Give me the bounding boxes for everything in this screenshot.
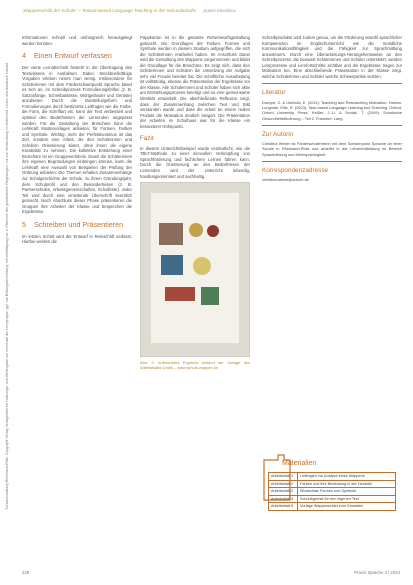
material-desc: Schreibgerüst für den eigenen Text <box>298 495 396 503</box>
column-2 <box>140 35 250 370</box>
photo-block <box>165 287 195 301</box>
literature-list: Dornyei, Z. & Ushioda, E. (2011): Teaching and Researching Motivation. Harlow: Longman. Ellis, R. (2003): Task-based Language Learning and Teaching. Oxford: Oxford University Press. Keßler, J.-U. & Schlak, T. (2009): Schulische Gesundheitsförderung – Teil 2. Frankfurt: Lang. <box>262 99 402 121</box>
material-id: Arbeitsblatt 4 <box>269 495 298 503</box>
column-3-body: Schreibprodukts wird zudem genau, um die Förderung sowohl sprachlicher Kompetenzen im Englischunterricht wie die mündliche Kommunikationsfähigkeit und die Fähigkeit zur Sprachmittlung anzusteuern. Durch eine Überarbeitungs-Herangehensweise an den Schreibprozess, die bewusst Schülerinnen und Schüler unterstützt, werden Lernprozesse und Lernfortschritte sichtbar und die Ergebnisse tragen zur Motivation bei. Eine abschließende Präsentation in der Klasse zeigt, welche Schülerinnen und Schüler welche Schwerpunkte setzten. <box>262 35 402 79</box>
material-id: Arbeitsblatt 3 <box>269 488 298 496</box>
fazit-heading: Fazit <box>140 135 154 143</box>
section-4-heading <box>22 52 132 60</box>
material-id: Arbeitsblatt 5 <box>269 503 298 511</box>
materials-heading: Materialien <box>282 460 317 467</box>
column-3 <box>262 35 402 183</box>
material-desc: Farben und ihre Bedeutung in der Heraldik <box>298 480 396 488</box>
author-bio: Christina Weber ist Förderschullehrerin mit dem Schwerpunkt Sprache an einer Schule in Rheinland-Pfalz und arbeitet in der Lehrerfortbildung im Bereich Sprachbildung und Mehrsprachigkeit. <box>262 141 402 157</box>
page-number: 228 <box>22 570 30 575</box>
material-id: Arbeitsblatt 1 <box>269 473 298 481</box>
section-5-title: Schreiben und Präsentieren <box>34 219 124 229</box>
intro-paragraph: Informationen schnell und umfangreich herausgelegt werden konnten. <box>22 35 132 46</box>
materials-row <box>269 495 396 503</box>
badge-icon <box>193 257 211 275</box>
column-1 <box>22 35 132 245</box>
sidebar-copyright <box>0 0 12 585</box>
materials-row <box>269 473 396 481</box>
literature-heading: Literatur <box>262 89 286 97</box>
material-desc: Wortschatz Formen und Symbole <box>298 488 396 496</box>
copyright-notice: Schulverwaltung Rheinland-Pfalz, Copyright Verlag Verlagsinternes Nutzungs- und Weitergabe nur innerhalb der Lerngruppe, ggf. nur Bildungseinrichtung, Vervielfältigung nur im Rahmen der gesetzlichen Regelungen, nur zur Verwendung im Unterricht. Lesen und Ausdruck erlaubt. <box>5 62 9 510</box>
section-4-title: Einen Entwurf verfassen <box>34 51 112 61</box>
contact-heading: Korrespondenzadresse <box>262 166 329 174</box>
section-label: praxis-ideenbox <box>203 8 236 13</box>
figure-caption: Abb. 2: Individuelles Ergebnis anhand der Vorlage des Arbeitsblatts Grafik – www.schule-wappen.de <box>140 360 250 371</box>
section-5-number: 5 <box>22 219 26 229</box>
materials-row <box>269 488 396 496</box>
section-5-heading <box>22 221 132 229</box>
material-desc: Vorlage Wappenschild zum Gestalten <box>298 503 396 511</box>
materials-row <box>269 480 396 488</box>
author-heading: Zur Autorin <box>262 130 294 138</box>
materials-table <box>268 472 396 511</box>
running-title: „Wappenschild der Schule“ – Textual-Based Language Teaching in der Sekundarstufe <box>22 8 197 13</box>
material-desc: Leitfragen zur Analyse eines Wappens <box>298 473 396 481</box>
section-4-number: 4 <box>22 51 26 61</box>
materials-row <box>269 503 396 511</box>
photo-block <box>159 223 183 245</box>
material-id: Arbeitsblatt 2 <box>269 480 298 488</box>
page-header <box>22 8 397 18</box>
section-4-body: Der vierte Lernabschnitt besteht in der Übertragung des Textwissens in Ausfaktum. Dabei: Steckbriefe/Blogs Vorgaben erleben nimmt man wenig. Insbesondere für Schülerinnen mit dem Förderschwerpunkt Sprache bietet es sich an, im Schreibprozess Formulierungshilfen (z. B. Satzanfänge, Schreibanlässe, Wortgeländer und Gerüste) anzubieten. Durch die Darstellungsform und Formulierungen durch bestimmte Leitfragen wie die Farbe, die Form, die Schriftart etc. kann der Text verbessert und optimal den Bedürfnissen der Lernenden angepasst werden. Für die Gestaltung der Broschüre kann die Lehrkraft Mustervorlagen anbieten, für Formen, Farben und Symbole. Wichtig: nicht der Perfektionismus ist das Ziel, sondern eine Arbeit, die den Schülerinnen und Schülern Orientierung bietet, ohne ihnen die eigene Kreativität zu nehmen. Die kollektive Entstehung einer Broschüre ist ein Gruppenerlebnis. Damit die Schülerinnen ihre eigenen Begründungen einbringen können, kann die Lehrkraft eine Auswahl von Beispielen der Prüfung der Ordnung anbieten. Die Themen erhalten Zusammenhänge zur Schulgeschichte der Schule, zu ihrem Gründungsjahr, dem Schulprofil und den Besonderheiten (z. B. Partnerschulen, Arbeitsgemeinschaften, Schulfeste). Jeder Teil wird durch eine einleitende Überschrift kenntlich gemacht. Nach Abschluss dieser Phase präsentieren die Gruppen ihre Arbeiten der Klasse und besprechen die Ergebnisse. <box>22 65 132 215</box>
section-5-body: Im letzten Schritt wird der Entwurf in Reinschrift verfasst. Hierbei werden die <box>22 233 132 245</box>
fazit-body: In diesem Unterrichtsbeispiel wurde verdeutlicht, wie die TBLT-Methode zu einer sinnvollen Verknüpfung von Sprachförderung und fachlichem Lernen führen kann. Durch die Orientierung an den Bedürfnissen der Lernenden wird der Unterricht lebendig, handlungsorientiert und nachhaltig. <box>140 145 250 179</box>
contact-email: christina.weber@schule.de <box>262 177 309 183</box>
figure-coat-of-arms-photo <box>140 182 250 357</box>
column-2-body: Pappkarton ist in die gesamte Rohentwurfsgestaltung gebracht. Die Grundlagen der Farben, Formen und Symbole werden in diesem Stadium aufgegriffen, die sich die Schülerinnen erarbeitet haben. Im Anschluss daran wird die Gestaltung des Wappens vorgenommen und bildet die Grundlage für die Broschüre. Es zeigt sich, dass den Schülerinnen und Schülern die Umsetzung der Aufgabe sehr viel Freude bereitet hat. Die schriftliche Ausarbeitung ist vollständig, ebenso die Präsentation der Ergebnisse vor der Klasse. Alle Schülerinnen und Schüler haben sich aktiv am Entstehungsprozess beteiligt und so eine gemeinsame Identität entwickelt. Die abschließende Reflexion zeigt, dass der Zusammenhang zwischen Text und Bild verstanden wurde und dass die Arbeit an einem realen Produkt die Motivation deutlich steigert. Die Präsentation der Arbeiten im Schulhaus war für die Klasse ein besonderer Höhepunkt. <box>140 35 250 129</box>
photo-block <box>161 255 183 275</box>
journal-reference: Praxis Sprache 4 | 2024 <box>354 570 400 575</box>
divider <box>262 83 402 84</box>
photo-block <box>201 287 219 305</box>
divider <box>262 125 402 126</box>
divider <box>262 161 402 162</box>
